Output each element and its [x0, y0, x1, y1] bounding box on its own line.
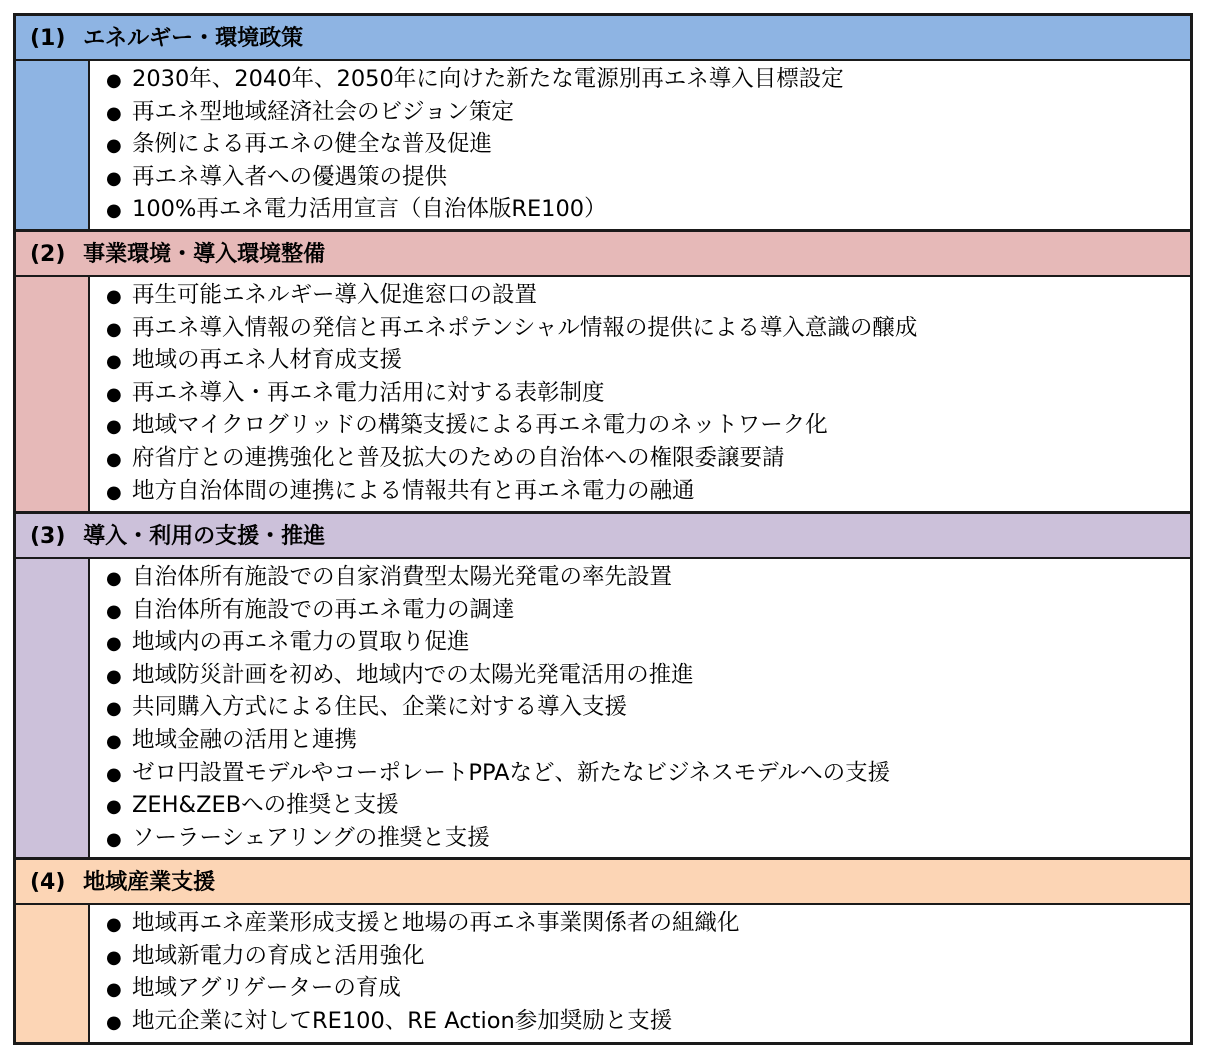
section-title: 事業環境・導入環境整備	[83, 242, 326, 267]
list-item: ● 地域マイクログリッドの構築支援による再エネ電力のネットワーク化	[106, 409, 1190, 442]
list-item: ● 再生可能エネルギー導入促進窓口の設置	[106, 279, 1190, 312]
bullet-icon: ●	[106, 351, 122, 373]
bullet-icon: ●	[106, 568, 122, 589]
section-side-band	[16, 905, 88, 1042]
bullet-icon: ●	[106, 448, 122, 470]
bullet-icon: ●	[106, 730, 122, 752]
list-item: ● 再エネ導入者への優遇策の提供	[106, 161, 1190, 194]
section-number: (4)	[30, 870, 66, 895]
section-title: 導入・利用の支援・推進	[83, 524, 326, 549]
section-number: (1)	[30, 26, 66, 51]
bullet-icon: ●	[106, 200, 122, 222]
section-header	[16, 514, 1190, 559]
section-adoption-support	[16, 514, 1190, 860]
bullet-icon: ●	[106, 167, 122, 189]
bullet-icon: ●	[106, 383, 122, 405]
list-item: ● 地域再エネ産業形成支援と地場の再エネ事業関係者の組織化	[106, 907, 1190, 940]
item-list	[90, 907, 1190, 1037]
list-item: ● 地域金融の活用と連携	[106, 724, 1190, 757]
section-header	[16, 232, 1190, 277]
bullet-icon: ●	[106, 946, 122, 968]
list-item: ● 府省庁との連携強化と普及拡大のための自治体への権限委譲要請	[106, 442, 1190, 475]
list-item: ● 地域アグリゲーターの育成	[106, 972, 1190, 1005]
section-title: エネルギー・環境政策	[83, 26, 304, 51]
item-list	[90, 561, 1190, 854]
list-item: ● 共同購入方式による住民、企業に対する導入支援	[106, 691, 1190, 724]
list-item: ● 100%再エネ電力活用宣言（自治体版RE100）	[106, 193, 1190, 226]
section-title: 地域産業支援	[83, 870, 216, 895]
section-number: (2)	[30, 242, 66, 267]
section-side-band	[16, 559, 88, 857]
list-item: ● 再エネ導入・再エネ電力活用に対する表彰制度	[106, 377, 1190, 410]
bullet-icon: ●	[106, 633, 122, 655]
bullet-icon: ●	[106, 828, 122, 850]
bullet-icon: ●	[106, 665, 122, 687]
list-item: ● 地域の再エネ人材育成支援	[106, 344, 1190, 377]
bullet-icon: ●	[106, 102, 122, 124]
list-item: ● 地域内の再エネ電力の買取り促進	[106, 626, 1190, 659]
section-header	[16, 860, 1190, 905]
bullet-icon: ●	[106, 763, 122, 785]
section-body	[88, 905, 1190, 1042]
section-body	[88, 277, 1190, 511]
list-item: ● 地域新電力の育成と活用強化	[106, 940, 1190, 973]
section-side-band	[16, 277, 88, 511]
item-list	[90, 279, 1190, 507]
list-item: ● ゼロ円設置モデルやコーポレートPPAなど、新たなビジネスモデルへの支援	[106, 757, 1190, 790]
section-business-environment	[16, 232, 1190, 514]
section-energy-policy	[16, 16, 1190, 232]
bullet-icon: ●	[106, 979, 122, 1001]
section-body	[88, 559, 1190, 857]
list-item: ● 再エネ導入情報の発信と再エネポテンシャル情報の提供による導入意識の醸成	[106, 312, 1190, 345]
bullet-icon: ●	[106, 416, 122, 438]
bullet-icon: ●	[106, 1011, 122, 1033]
bullet-icon: ●	[106, 286, 122, 307]
bullet-icon: ●	[106, 914, 122, 935]
list-item: ● ZEH&ZEBへの推奨と支援	[106, 789, 1190, 822]
section-number: (3)	[30, 524, 66, 549]
list-item: ● 地域防災計画を初め、地域内での太陽光発電活用の推進	[106, 659, 1190, 692]
bullet-icon: ●	[106, 135, 122, 157]
bullet-icon: ●	[106, 481, 122, 503]
list-item: ● 地方自治体間の連携による情報共有と再エネ電力の融通	[106, 475, 1190, 508]
section-body	[88, 61, 1190, 229]
list-item: ● 地元企業に対してRE100、RE Action参加奨励と支援	[106, 1005, 1190, 1038]
policy-table	[13, 13, 1193, 1045]
bullet-icon: ●	[106, 796, 122, 818]
item-list	[90, 63, 1190, 226]
section-side-band	[16, 61, 88, 229]
list-item: ● 条例による再エネの健全な普及促進	[106, 128, 1190, 161]
list-item: ● 2030年、2040年、2050年に向けた新たな電源別再エネ導入目標設定	[106, 63, 1190, 96]
bullet-icon: ●	[106, 70, 122, 91]
list-item: ● 自治体所有施設での自家消費型太陽光発電の率先設置	[106, 561, 1190, 594]
section-regional-industry	[16, 860, 1190, 1042]
bullet-icon: ●	[106, 698, 122, 720]
list-item: ● 自治体所有施設での再エネ電力の調達	[106, 594, 1190, 627]
section-header	[16, 16, 1190, 61]
list-item: ● ソーラーシェアリングの推奨と支援	[106, 822, 1190, 855]
bullet-icon: ●	[106, 318, 122, 340]
list-item: ● 再エネ型地域経済社会のビジョン策定	[106, 96, 1190, 129]
bullet-icon: ●	[106, 600, 122, 622]
